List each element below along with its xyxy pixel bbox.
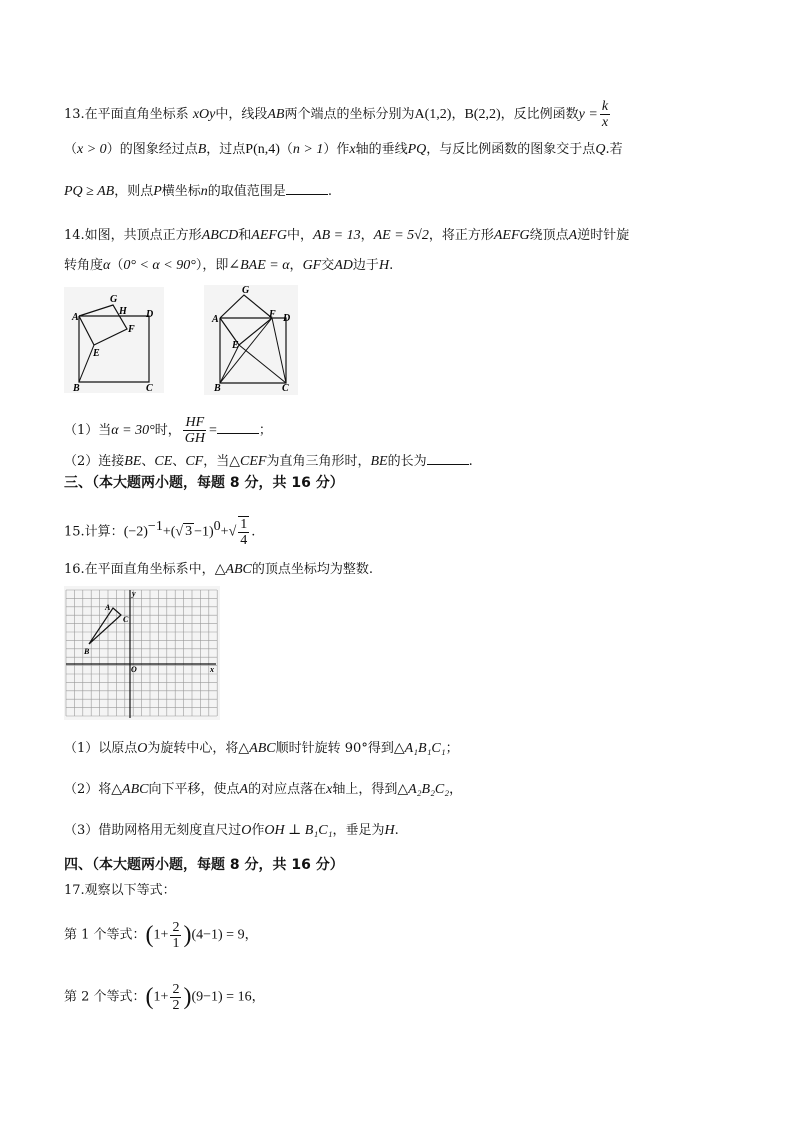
fig2-label-c: C — [282, 383, 289, 394]
fig2-label-f: F — [269, 309, 276, 320]
fig1-label-f: F — [128, 324, 135, 335]
hf-over-gh: $\frac{HF}{GH}$ — [184, 415, 205, 446]
fig1-label-e: E — [93, 348, 100, 359]
grid-label-b: B — [84, 647, 90, 656]
grid-label-y: y — [132, 589, 136, 598]
q13-line2: （x > 0）的图象经过点B，过点P(n,4)（n > 1）作x轴的垂线PQ，与反比例函数的图象交于点Q.若 — [64, 142, 623, 157]
q16-sub2: （2）将△ABC向下平移，使点A的对应点落在x轴上，得到△A₂B₂C₂， — [64, 782, 463, 797]
k-over-x: $\frac{k}{x}$ — [601, 99, 609, 130]
grid-label-a: A — [105, 603, 111, 612]
q14-line1: 14.如图，共顶点正方形ABCD和AEFG中，AB = 13，AE = 5√2，将正方形AEFG绕顶点A逆时针旋 — [64, 228, 630, 243]
fig2-label-b: B — [214, 383, 221, 394]
q16-statement: 16.在平面直角坐标系中，△ABC的顶点坐标均为整数. — [64, 562, 374, 577]
one-quarter: $\frac{1}{4}$ — [240, 516, 248, 548]
fig1-label-b: B — [73, 383, 80, 393]
fig1-label-g: G — [110, 294, 118, 305]
grid-label-o: O — [131, 665, 137, 674]
q15-expression: 15.计算：$(-2)^{-1}+(√$ 3 −1)$^0$+√ $\frac{1}{4}$ . — [64, 516, 256, 548]
q14-line2: 转角度α（0° < α < 90°），即∠BAE = α，GF交AD边于H. — [64, 258, 394, 273]
q17-equation-2: 第 2 个等式：(1+ $\frac{2}{2}$ )(9−1) = 16， — [64, 981, 265, 1013]
fig1-label-d: D — [146, 309, 154, 320]
answer-blank[interactable] — [286, 181, 328, 195]
q13-line3: PQ ≥ AB，则点P横坐标n的取值范围是 . — [64, 181, 332, 201]
q14-figure-2 — [204, 285, 298, 395]
grid-label-x: x — [210, 665, 214, 674]
answer-blank[interactable] — [217, 420, 259, 434]
fig1-label-c: C — [146, 383, 153, 393]
q17-equation-1: 第 1 个等式：(1+ $\frac{2}{1}$ )(4−1) = 9， — [64, 919, 258, 951]
section-3-heading: 三、（本大题两小题，每题 8 分，共 16 分） — [64, 475, 344, 491]
answer-blank[interactable] — [427, 451, 469, 465]
q14-sub2: （2）连接BE、CE、CF，当△CEF为直角三角形时，BE的长为 . — [64, 451, 473, 471]
fig2-label-e: E — [232, 340, 239, 351]
fig1-label-a: A — [72, 312, 79, 323]
fig2-label-d: D — [283, 313, 291, 324]
section-4-heading: 四、（本大题两小题，每题 8 分，共 16 分） — [64, 857, 344, 873]
q16-sub3: （3）借助网格用无刻度直尺过O作OH ⊥ B₁C₁，垂足为H. — [64, 823, 399, 838]
q14-sub1: （1）当α = 30°时， $\frac{HF}{GH}$ = ； — [64, 415, 272, 446]
q16-grid — [64, 586, 220, 720]
grid-label-c: C — [123, 615, 129, 624]
point-a: A(1,2) — [414, 107, 452, 122]
q17-intro: 17.观察以下等式： — [64, 883, 176, 898]
point-b: B(2,2) — [464, 107, 501, 122]
q13-line1: 13.在平面直角坐标系 xOy中，线段AB两个端点的坐标分别为A(1,2)，B(2,2)，反比例函数y = $\frac{k}{x}$ — [64, 99, 609, 130]
fig2-label-g: G — [242, 285, 250, 296]
q14-figure-1 — [64, 287, 164, 393]
fig2-label-a: A — [212, 314, 219, 325]
fig1-label-h: H — [119, 306, 127, 317]
q16-sub1: （1）以原点O为旋转中心，将△ABC顺时针旋转 90°得到△A₁B₁C₁； — [64, 741, 459, 756]
